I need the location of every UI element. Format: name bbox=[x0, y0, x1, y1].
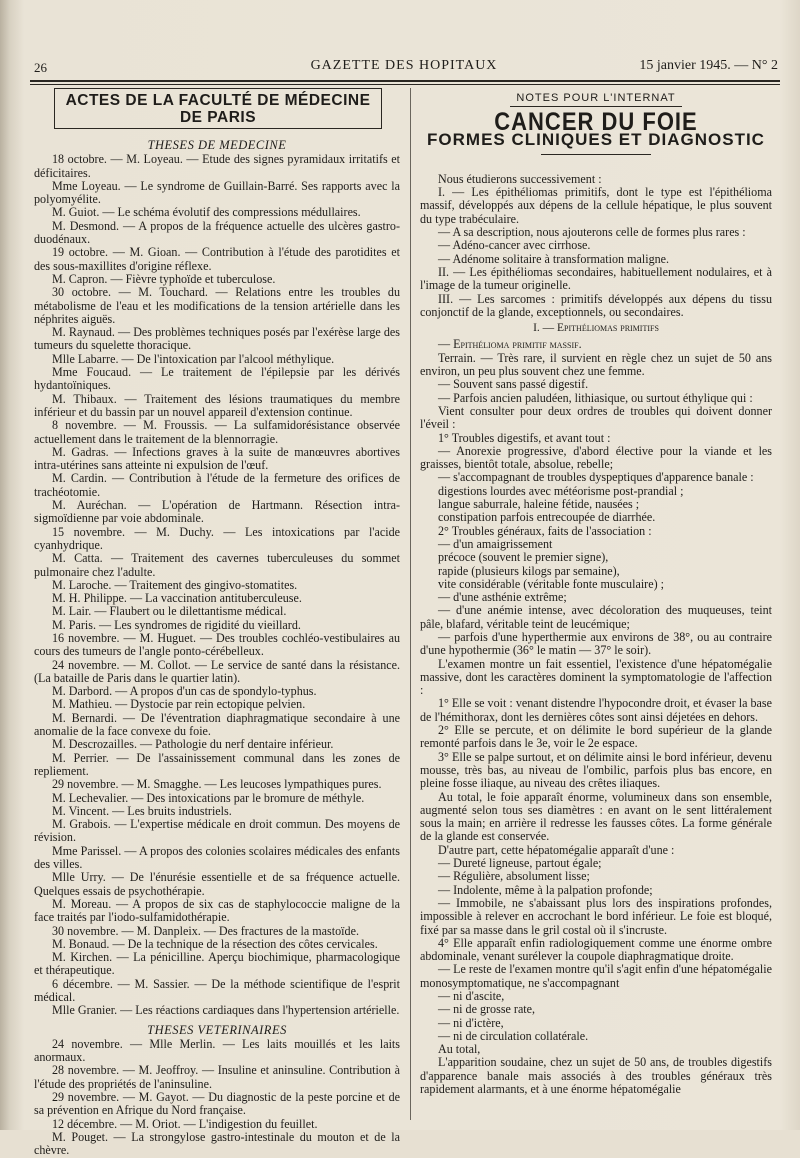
right-column bbox=[420, 88, 772, 1096]
article-paragraph: — A sa description, nous ajouterons celle de formes plus rares : bbox=[438, 225, 746, 240]
journal-title: GAZETTE DES HOPITAUX bbox=[310, 58, 498, 73]
notes-internat-label: NOTES POUR L'INTERNAT bbox=[510, 92, 681, 107]
article-paragraph: — ni de circulation collatérale. bbox=[438, 1028, 589, 1043]
article-paragraph: Terrain. — Très rare, il survient en règle chez un sujet de 50 ans environ, un peu plus souvent chez une femme. bbox=[420, 350, 772, 379]
veterinary-thesis-entry: 24 novembre. — Mlle Merlin. — Les laits mouillés et les laits anormaux. bbox=[34, 1036, 400, 1065]
article-paragraph: — d'un amaigrissement bbox=[438, 536, 553, 551]
thesis-entry: 30 novembre. — M. Danpleix. — Des fractures de la mastoïde. bbox=[52, 923, 359, 938]
article-paragraph: I. — Epithéliomas primitifs bbox=[533, 322, 659, 335]
thesis-entry: M. Lechevalier. — Des intoxications par le bromure de méthyle. bbox=[52, 790, 365, 805]
thesis-entry: M. H. Philippe. — La vaccination antituberculeuse. bbox=[52, 591, 302, 606]
article-paragraph: digestions lourdes avec météorisme post-prandial ; bbox=[438, 483, 684, 498]
article-paragraph: Au total, le foie apparaît énorme, volumineux dans son ensemble, augmenté selon tous ses diamètres : en avant on le sent littéralement sous la main; en arrière il redresse les fausses côtes. La forme générale de la glande est conservée. bbox=[420, 789, 772, 844]
article-paragraph: Nous étudierons successivement : bbox=[438, 171, 602, 186]
article-paragraph: 1° Troubles digestifs, et avant tout : bbox=[438, 430, 611, 445]
article-paragraph: précoce (souvent le premier signe), bbox=[438, 550, 609, 565]
thesis-entry: M. Mathieu. — Dystocie par rein ectopique pelvien. bbox=[52, 697, 306, 712]
article-paragraph: — ni d'ascite, bbox=[438, 989, 505, 1003]
article-paragraph: Au total, bbox=[438, 1042, 481, 1057]
veterinary-thesis-entry: 12 décembre. — M. Oriot. — L'indigestion du feuillet. bbox=[52, 1116, 318, 1131]
thesis-entry: M. Laroche. — Traitement des gingivo-stomatites. bbox=[52, 577, 298, 592]
thesis-entry: 6 décembre. — M. Sassier. — De la méthode scientifique de l'esprit médical. bbox=[34, 976, 400, 1004]
thesis-entry: M. Darbord. — A propos d'un cas de spondylo-typhus. bbox=[52, 684, 317, 699]
thesis-entry: 15 novembre. — M. Duchy. — Les intoxications par l'acide cyanhydrique. bbox=[34, 524, 400, 552]
thesis-entry: Mme Loyeau. — Le syndrome de Guillain-Barré. Ses rapports avec la polyomyélite. bbox=[34, 178, 400, 207]
article-paragraph: — Epithélioma primitif massif. bbox=[438, 337, 582, 352]
thesis-entry: M. Raynaud. — Des problèmes techniques posés par l'exérèse large des tumeurs du squelette thoracique. bbox=[34, 325, 400, 353]
thesis-entry: Mme Parissel. — A propos des colonies scolaires médicales des enfants des villes. bbox=[34, 843, 400, 872]
thesis-entry: 8 novembre. — M. Froussis. — La sulfamidorésistance observée actuellement dans le traitement de la blennorragie. bbox=[34, 418, 400, 446]
article-paragraph: 3° Elle se palpe surtout, et on délimite ainsi le bord inférieur, devenu mousse, très bas, au niveau de l'ombilic, parfois plus bas encore, en pleine fosse iliaque, au niveau des crêtes iliaques. bbox=[420, 749, 772, 791]
article-paragraph: — Adénome solitaire à transformation maligne. bbox=[438, 251, 670, 266]
thesis-entry: 18 octobre. — M. Loyeau. — Etude des signes pyramidaux irritatifs et déficitaires. bbox=[34, 152, 400, 180]
theses-medecine-heading: THESES DE MEDECINE bbox=[147, 138, 287, 152]
theses-veterinaires-heading: THESES VETERINAIRES bbox=[147, 1022, 287, 1037]
article-paragraph: — Souvent sans passé digestif. bbox=[438, 377, 589, 392]
section-label bbox=[420, 92, 772, 105]
article-paragraph: — Parfois ancien paludéen, lithiasique, ou surtout éthylique qui : bbox=[438, 390, 753, 405]
thesis-entry: Mme Foucaud. — Le traitement de l'épilepsie par les dérivés hydantoïniques. bbox=[34, 365, 400, 393]
thesis-entry: M. Bonaud. — De la technique de la résection des côtes cervicales. bbox=[52, 936, 378, 951]
article-paragraph: constipation parfois entrecoupée de diarrhée. bbox=[438, 510, 656, 525]
medical-theses-list bbox=[34, 153, 400, 1017]
thesis-entry: 30 octobre. — M. Touchard. — Relations entre les troubles du métabolisme de l'eau et les modifications de la tension artérielle dans les néphrites aiguës. bbox=[34, 285, 400, 326]
article-paragraph: Vient consulter pour deux ordres de troubles qui doivent donner l'éveil : bbox=[420, 403, 772, 432]
veterinary-thesis-entry: 29 novembre. — M. Gayot. — Du diagnostic de la peste porcine et de sa prévention en Afrique du Nord française. bbox=[34, 1090, 400, 1118]
thesis-entry: M. Capron. — Fièvre typhoïde et tuberculose. bbox=[52, 271, 276, 286]
veterinary-thesis-entry: 28 novembre. — M. Jeoffroy. — Insuline et aninsuline. Contribution à l'étude des propriétés de l'aninsuline. bbox=[34, 1063, 400, 1091]
article-paragraph: — d'une asthénie extrême; bbox=[438, 590, 567, 605]
article-paragraph: D'autre part, cette hépatomégalie apparaît d'une : bbox=[438, 842, 675, 857]
thesis-entry: M. Kirchen. — La pénicilline. Aperçu biochimique, pharmacologique et thérapeutique. bbox=[34, 950, 400, 978]
article-paragraph: 4° Elle apparaît enfin radiologiquement comme une énorme ombre abdominale, venant surélever la coupole diaphragmatique droite. bbox=[420, 935, 772, 964]
column-divider bbox=[410, 88, 411, 1120]
article-paragraph: — Le reste de l'examen montre qu'il s'agit enfin d'une hépatomégalie monosymptomatique, ne s'accompagnant bbox=[420, 962, 772, 990]
article-paragraph: — Dureté ligneuse, partout égale; bbox=[438, 856, 602, 871]
thesis-entry: M. Cardin. — Contribution à l'étude de la fermeture des orifices de trachéotomie. bbox=[34, 471, 400, 499]
article-paragraph: — Adéno-cancer avec cirrhose. bbox=[438, 238, 591, 253]
article-paragraph: 2° Troubles généraux, faits de l'association : bbox=[438, 523, 652, 538]
article-paragraph: — Immobile, ne s'abaissant plus lors des inspirations profondes, impossible à relever en accrochant le bord inférieur. Le foie est bloqué, fixé par sa masse dans le gril costal où il s'incruste. bbox=[420, 895, 772, 937]
article-paragraph: langue saburrale, haleine fétide, nausées ; bbox=[438, 497, 640, 512]
thesis-entry: M. Desmond. — A propos de la fréquence actuelle des ulcères gastro-duodénaux. bbox=[34, 218, 400, 247]
page-header bbox=[26, 58, 782, 78]
thesis-entry: M. Lair. — Flaubert ou le dilettantisme médical. bbox=[52, 604, 287, 619]
article-paragraph: — parfois d'une hyperthermie aux environs de 38°, ou au contraire d'une hypothermie (36° le matin — 37° le soir). bbox=[420, 629, 772, 658]
issue-date: 15 janvier 1945. — N° 2 bbox=[639, 58, 778, 73]
thesis-entry: Mlle Urry. — De l'énurésie essentielle et de sa fréquence actuelle. Quelques essais de psychothérapie. bbox=[34, 870, 400, 898]
thesis-entry: M. Auréchan. — L'opération de Hartmann. Résection intra-sigmoïdienne par voie abdominale. bbox=[34, 498, 400, 526]
faculty-acts-title: ACTES DE LA FACULTÉ DE MÉDECINE DE PARIS bbox=[54, 88, 382, 129]
thesis-entry: 29 novembre. — M. Smagghe. — Les leucoses lympathiques pures. bbox=[52, 777, 382, 792]
thesis-entry: M. Descrozailles. — Pathologie du nerf dentaire inférieur. bbox=[52, 737, 334, 752]
article-paragraph: — ni de grosse rate, bbox=[438, 1002, 536, 1017]
article-paragraph: L'apparition soudaine, chez un sujet de 50 ans, de troubles digestifs d'apparence banale mais associés à des troubles généraux très rapidement alarmants, et à une énorme hépatomégalie bbox=[420, 1055, 772, 1097]
title-rule bbox=[541, 154, 651, 155]
thesis-entry: M. Bernardi. — De l'éventration diaphragmatique secondaire à une anomalie de la face convexe du foie. bbox=[34, 710, 400, 739]
page-number: 26 bbox=[34, 60, 47, 75]
article-paragraph: — Anorexie progressive, d'abord élective pour la viande et les graisses, bientôt totale, absolue, rebelle; bbox=[420, 443, 772, 472]
article-paragraph: — d'une anémie intense, avec décoloration des muqueuses, teint pâle, blafard, véritable teint de leucémique; bbox=[420, 603, 772, 631]
thesis-entry: 16 novembre. — M. Huguet. — Des troubles cochléo-vestibulaires au cours des tumeurs de l'angle ponto-cérébelleux. bbox=[34, 630, 400, 659]
thesis-entry: M. Perrier. — De l'assainissement communal dans les zones de repliement. bbox=[34, 750, 400, 778]
header-rule bbox=[30, 80, 780, 85]
thesis-entry: M. Paris. — Les syndromes de rigidité du vieillard. bbox=[52, 617, 301, 632]
article-paragraph: — ni d'ictère, bbox=[438, 1015, 504, 1030]
thesis-entry: M. Vincent. — Les bruits industriels. bbox=[52, 803, 232, 818]
thesis-entry: 19 octobre. — M. Gioan. — Contribution à l'étude des parotidites et des sous-maxillites d'origine réflexe. bbox=[34, 245, 400, 273]
article-paragraph: rapide (plusieurs kilogs par semaine), bbox=[438, 563, 620, 578]
thesis-entry: M. Thibaux. — Traitement des lésions traumatiques du membre inférieur et du bassin par un nouvel appareil d'extension continue. bbox=[34, 391, 400, 419]
thesis-entry: M. Moreau. — A propos de six cas de staphylococcie maligne de la face traités par l'iodo-sulfamidothérapie. bbox=[34, 896, 400, 925]
article-paragraph: — Indolente, même à la palpation profonde; bbox=[438, 882, 653, 897]
veterinary-thesis-entry: M. Pouget. — La strongylose gastro-intestinale du mouton et de la chèvre. bbox=[34, 1129, 400, 1158]
thesis-entry: M. Catta. — Traitement des cavernes tuberculeuses du sommet pulmonaire chez l'adulte. bbox=[34, 551, 400, 579]
article-paragraph: L'examen montre un fait essentiel, l'existence d'une hépatomégalie massive, dont les caractères dominent la symptomatologie de l'affection : bbox=[420, 656, 772, 698]
article-paragraph: III. — Les sarcomes : primitifs développés aux dépens du tissu conjonctif de la glande, exceptionnels, ou secondaires. bbox=[420, 291, 772, 319]
thesis-entry: Mlle Labarre. — De l'intoxication par l'alcool méthylique. bbox=[52, 351, 335, 366]
thesis-entry: 24 novembre. — M. Collot. — Le service de santé dans la résistance. (La bataille de Paris dans le quartier latin). bbox=[34, 657, 400, 685]
article-subtitle: FORMES CLINIQUES ET DIAGNOSTIC bbox=[427, 129, 765, 149]
thesis-entry: Mlle Granier. — Les réactions cardiaques dans l'hypertension artérielle. bbox=[52, 1003, 400, 1018]
article-paragraph: 1° Elle se voit : venant distendre l'hypocondre droit, et évaser la base de l'hémithorax, dont les dernières côtes sont ainsi déjetées en dehors. bbox=[420, 696, 772, 724]
article-body bbox=[420, 173, 772, 1096]
thesis-entry: M. Grabois. — L'expertise médicale en droit commun. Des moyens de révision. bbox=[34, 817, 400, 845]
article-title: CANCER DU FOIE bbox=[494, 107, 698, 137]
article-paragraph: — Régulière, absolument lisse; bbox=[438, 869, 590, 884]
article-paragraph: II. — Les épithéliomas secondaires, habituellement nodulaires, et à l'image de la tumeur originelle. bbox=[420, 264, 772, 293]
article-paragraph: I. — Les épithéliomas primitifs, dont le type est l'épithélioma massif, développés aux dépens de la cellule hépatique, le plus souvent du type trabéculaire. bbox=[420, 185, 772, 226]
article-paragraph: — s'accompagnant de troubles dyspeptiques d'apparence banale : bbox=[438, 470, 754, 485]
veterinary-theses-list bbox=[34, 1038, 400, 1158]
article-paragraph: vite considérable (véritable fonte musculaire) ; bbox=[438, 576, 664, 591]
thesis-entry: M. Guiot. — Le schéma évolutif des compressions médullaires. bbox=[52, 205, 361, 220]
article-paragraph: 2° Elle se percute, et on délimite le bord supérieur de la glande remonté parfois dans le 3e, voir le 2e espace. bbox=[420, 723, 772, 751]
thesis-entry: M. Gadras. — Infections graves à la suite de manœuvres abortives intra-utérines sans atteinte ni expulsion de l'œuf. bbox=[34, 444, 400, 473]
left-column bbox=[34, 88, 400, 1158]
